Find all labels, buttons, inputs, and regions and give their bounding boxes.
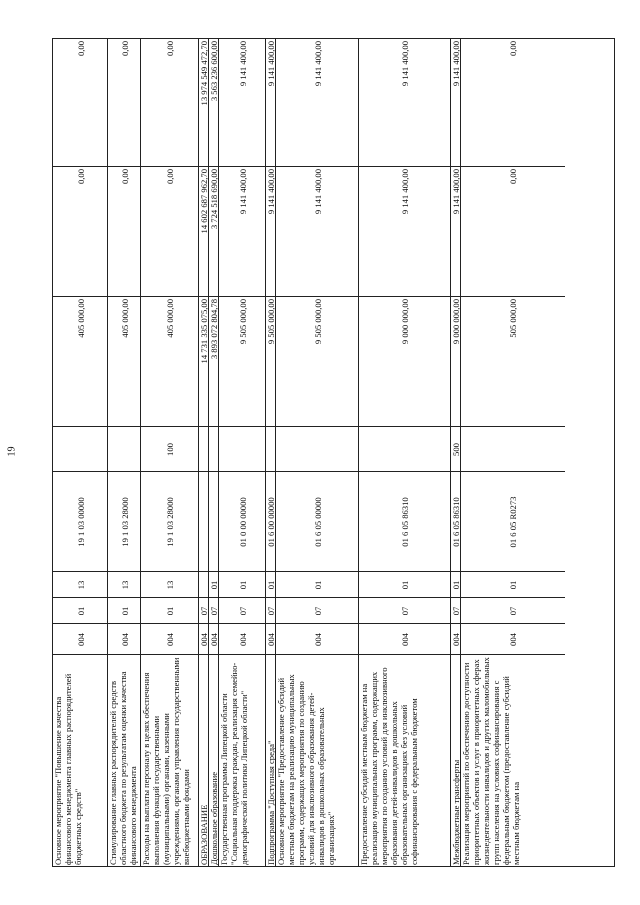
row-rz-cell xyxy=(461,597,565,623)
row-pr-cell xyxy=(451,571,460,597)
row-amount-2-cell xyxy=(276,166,358,296)
row-amount-1-cell xyxy=(359,296,450,426)
row-pr: 01 xyxy=(266,580,276,590)
row-csr-cell xyxy=(359,471,450,571)
row-amount-2-cell xyxy=(53,166,107,296)
row-amount-1: 9 505 000,00 xyxy=(266,299,276,345)
row-amount-3: 9 141 400,00 xyxy=(237,41,248,87)
row-name-cell xyxy=(359,654,450,866)
row-amount-3: 3 563 236 600,00 xyxy=(209,41,219,102)
row-name-cell xyxy=(53,654,107,866)
row-rz-cell xyxy=(451,597,460,623)
row-amount-2: 0,00 xyxy=(508,169,518,185)
row-rz-cell xyxy=(359,597,450,623)
row-amount-3: 0,00 xyxy=(508,41,518,57)
row-pr-cell xyxy=(266,571,275,597)
row-ved: 004 xyxy=(312,633,323,646)
row-csr: 01 6 05 R0273 xyxy=(508,496,518,548)
row-rz: 07 xyxy=(400,606,410,616)
row-ved: 004 xyxy=(209,633,219,646)
page-number: 19 xyxy=(6,446,18,456)
row-ved-cell xyxy=(209,623,218,654)
row-pr-cell xyxy=(53,571,107,597)
row-csr-cell xyxy=(209,471,218,571)
row-ved-cell xyxy=(219,623,265,654)
row-amount-2: 3 724 518 690,00 xyxy=(209,169,219,230)
row-amount-3: 9 141 400,00 xyxy=(266,41,276,87)
row-amount-1: 14 731 335 075,00 xyxy=(199,299,209,364)
table-row xyxy=(199,39,209,866)
row-vr-cell xyxy=(108,426,140,471)
row-name: Расходы на выплаты персоналу в целях обеспечения выполнения функций государственными (муниципальными) органами, казенными учреждениями, органами управления государственными внебюджетными фондами xyxy=(141,657,191,865)
table-row xyxy=(108,39,141,866)
row-vr: 100 xyxy=(165,443,175,456)
row-vr-cell xyxy=(266,426,275,471)
row-ved-cell xyxy=(461,623,565,654)
row-amount-2-cell xyxy=(199,166,208,296)
row-amount-2-cell xyxy=(266,166,275,296)
row-amount-3-cell xyxy=(359,39,450,166)
row-csr: 19 1 03 28000 xyxy=(119,497,130,547)
row-amount-1-cell xyxy=(209,296,218,426)
row-amount-2: 14 602 687 962,70 xyxy=(199,169,209,234)
row-amount-2: 9 141 400,00 xyxy=(312,169,323,215)
row-pr: 01 xyxy=(451,580,461,590)
row-vr-cell xyxy=(451,426,460,471)
row-amount-3-cell xyxy=(219,39,265,166)
row-csr xyxy=(200,474,208,570)
row-amount-3-cell xyxy=(451,39,460,166)
row-pr: 01 xyxy=(237,580,248,590)
row-vr-cell xyxy=(359,426,450,471)
row-amount-2: 0,00 xyxy=(75,169,86,185)
row-pr-cell xyxy=(199,571,208,597)
row-rz-cell xyxy=(209,597,218,623)
row-rz: 07 xyxy=(451,606,461,616)
row-amount-2: 9 141 400,00 xyxy=(237,169,248,215)
row-pr xyxy=(200,574,208,596)
row-amount-1: 9 000 000,00 xyxy=(400,299,410,345)
row-amount-2-cell xyxy=(209,166,218,296)
row-name: Стимулирование главных распорядителей средств областного бюджета по результатам оценки качества финансового менеджмента xyxy=(108,671,138,865)
row-pr-cell xyxy=(219,571,265,597)
row-pr-cell xyxy=(141,571,198,597)
row-rz: 07 xyxy=(199,606,209,616)
row-pr: 13 xyxy=(119,580,130,590)
row-rz: 01 xyxy=(165,606,175,616)
row-ved: 004 xyxy=(237,633,248,646)
row-amount-2: 0,00 xyxy=(119,169,130,185)
row-ved: 004 xyxy=(165,633,175,646)
row-pr: 13 xyxy=(165,580,175,590)
row-csr-cell xyxy=(451,471,460,571)
row-csr-cell xyxy=(141,471,198,571)
row-vr-cell xyxy=(209,426,218,471)
row-csr-cell xyxy=(461,471,565,571)
row-vr xyxy=(277,429,358,470)
row-ved-cell xyxy=(53,623,107,654)
row-amount-1-cell xyxy=(53,296,107,426)
row-vr xyxy=(267,429,275,470)
row-amount-2-cell xyxy=(451,166,460,296)
row-amount-3: 0,00 xyxy=(165,41,175,57)
row-csr-cell xyxy=(276,471,358,571)
row-amount-3-cell xyxy=(209,39,218,166)
row-amount-1-cell xyxy=(219,296,265,426)
row-csr-cell xyxy=(199,471,208,571)
row-csr: 01 6 00 00000 xyxy=(266,497,276,547)
row-amount-3-cell xyxy=(276,39,358,166)
row-pr-cell xyxy=(461,571,565,597)
row-name: Межбюджетные трансферты xyxy=(451,759,461,865)
row-vr xyxy=(210,429,218,470)
row-name-cell xyxy=(108,654,140,866)
row-rz-cell xyxy=(219,597,265,623)
row-ved: 004 xyxy=(400,633,410,646)
row-ved: 004 xyxy=(75,633,86,646)
budget-table xyxy=(52,38,615,867)
row-rz: 01 xyxy=(75,606,86,616)
row-name: Предоставление субсидий местным бюджетам на реализацию муниципальных программ, содержащих мероприятия по созданию условий для инклюзивного образования детей-инвалидов в дошкольных образовательных организациях без условий софинансирования с федеральным бюджетом xyxy=(359,667,419,865)
row-amount-3-cell xyxy=(266,39,275,166)
row-rz: 07 xyxy=(266,606,276,616)
row-vr xyxy=(360,429,450,470)
row-ved: 004 xyxy=(508,633,518,646)
row-ved-cell xyxy=(141,623,198,654)
table-row xyxy=(141,39,199,866)
row-csr: 01 0 00 00000 xyxy=(237,497,248,547)
row-vr-cell xyxy=(276,426,358,471)
row-amount-2: 9 141 400,00 xyxy=(266,169,276,215)
row-amount-3: 9 141 400,00 xyxy=(451,41,461,87)
row-amount-2-cell xyxy=(141,166,198,296)
row-vr-cell xyxy=(219,426,265,471)
row-ved: 004 xyxy=(451,633,461,646)
row-name: Подпрограмма "Доступная среда" xyxy=(266,740,276,865)
table-row xyxy=(359,39,451,866)
row-amount-3: 9 141 400,00 xyxy=(312,41,323,87)
row-csr: 19 1 03 00000 xyxy=(75,497,86,547)
row-amount-1: 405 000,00 xyxy=(119,299,130,338)
row-name-cell xyxy=(219,654,265,866)
row-pr: 01 xyxy=(209,580,219,590)
row-rz-cell xyxy=(108,597,140,623)
row-csr: 01 6 05 86310 xyxy=(451,497,461,547)
row-ved-cell xyxy=(451,623,460,654)
row-amount-2: 9 141 400,00 xyxy=(451,169,461,215)
row-csr-cell xyxy=(108,471,140,571)
row-vr xyxy=(109,429,140,470)
row-ved-cell xyxy=(266,623,275,654)
row-amount-2: 9 141 400,00 xyxy=(400,169,410,215)
row-amount-2-cell xyxy=(219,166,265,296)
row-pr-cell xyxy=(276,571,358,597)
row-amount-1: 505 000,00 xyxy=(508,299,518,338)
row-rz: 07 xyxy=(312,606,323,616)
table-row xyxy=(461,39,565,866)
row-amount-1: 405 000,00 xyxy=(165,299,175,338)
row-name: Дошкольное образование xyxy=(209,771,219,865)
row-ved: 004 xyxy=(199,633,209,646)
row-csr-cell xyxy=(53,471,107,571)
row-amount-3: 0,00 xyxy=(119,41,130,57)
row-vr-cell xyxy=(141,426,198,471)
row-pr: 01 xyxy=(508,580,518,590)
row-amount-2-cell xyxy=(108,166,140,296)
row-ved: 004 xyxy=(119,633,130,646)
row-csr xyxy=(210,474,218,570)
row-rz-cell xyxy=(53,597,107,623)
row-vr xyxy=(462,429,564,470)
row-amount-2-cell xyxy=(461,166,565,296)
row-amount-1-cell xyxy=(108,296,140,426)
row-amount-2-cell xyxy=(359,166,450,296)
row-rz: 07 xyxy=(508,606,518,616)
row-amount-1-cell xyxy=(199,296,208,426)
row-amount-1: 9 505 000,00 xyxy=(312,299,323,345)
row-rz-cell xyxy=(266,597,275,623)
row-csr-cell xyxy=(219,471,265,571)
table-row xyxy=(209,39,219,866)
row-rz: 07 xyxy=(237,606,248,616)
row-rz-cell xyxy=(276,597,358,623)
row-amount-1-cell xyxy=(461,296,565,426)
row-csr-cell xyxy=(266,471,275,571)
row-pr-cell xyxy=(209,571,218,597)
table-row xyxy=(266,39,276,866)
row-rz-cell xyxy=(141,597,198,623)
row-ved: 004 xyxy=(266,633,276,646)
row-amount-1: 405 000,00 xyxy=(75,299,86,338)
row-name: Реализация мероприятий по обеспечению доступности приоритетных объектов и услуг в приоритетных сферах жизнедеятельности инвалидов и других маломобильных групп населения на условиях софинансирования с федеральным бюджетом (предоставление субсидий местным бюджетам на xyxy=(461,657,521,865)
row-name-cell xyxy=(266,654,275,866)
row-amount-1: 3 893 072 804,78 xyxy=(209,299,219,360)
row-amount-1: 9 505 000,00 xyxy=(237,299,248,345)
row-pr-cell xyxy=(359,571,450,597)
row-vr xyxy=(220,429,265,470)
row-ved-cell xyxy=(108,623,140,654)
row-amount-3: 13 974 549 472,70 xyxy=(199,41,209,106)
row-csr: 19 1 03 28000 xyxy=(165,497,175,547)
row-amount-3: 9 141 400,00 xyxy=(400,41,410,87)
row-rz: 01 xyxy=(119,606,130,616)
row-name-cell xyxy=(209,654,218,866)
row-rz: 07 xyxy=(209,606,219,616)
row-name: Основное мероприятие "Предоставление субсидий местным бюджетам на реализацию муниципальных программ, содержащих мероприятия по созданию условий для инклюзивного образования детей-инвалидов в дошкольных образовательных организациях" xyxy=(276,674,336,865)
table-row xyxy=(53,39,108,866)
row-vr: 500 xyxy=(451,443,461,456)
row-name-cell xyxy=(451,654,460,866)
row-csr: 01 6 05 00000 xyxy=(312,497,323,547)
row-name-cell xyxy=(141,654,198,866)
table-row xyxy=(219,39,266,866)
row-vr xyxy=(54,429,107,470)
row-amount-1-cell xyxy=(141,296,198,426)
row-amount-1-cell xyxy=(451,296,460,426)
row-vr-cell xyxy=(461,426,565,471)
row-amount-3-cell xyxy=(461,39,565,166)
row-name-cell xyxy=(461,654,565,866)
row-name-cell xyxy=(199,654,208,866)
row-amount-1-cell xyxy=(276,296,358,426)
row-rz-cell xyxy=(199,597,208,623)
row-vr-cell xyxy=(199,426,208,471)
row-pr: 01 xyxy=(312,580,323,590)
row-vr xyxy=(200,429,208,470)
row-ved-cell xyxy=(199,623,208,654)
row-amount-3-cell xyxy=(141,39,198,166)
row-amount-3: 0,00 xyxy=(75,41,86,57)
row-ved-cell xyxy=(359,623,450,654)
row-amount-3-cell xyxy=(199,39,208,166)
row-name: Государственная программа Липецкой области "Социальная поддержка граждан, реализация семейно-демографической политики Липецкой области" xyxy=(219,662,249,865)
table-row xyxy=(276,39,359,866)
row-name: ОБРАЗОВАНИЕ xyxy=(199,804,209,865)
row-name: Основное мероприятие "Повышение качества финансового менеджмента главных распорядителей бюджетных средств" xyxy=(53,673,83,865)
row-vr-cell xyxy=(53,426,107,471)
row-amount-2: 0,00 xyxy=(165,169,175,185)
row-pr: 13 xyxy=(75,580,86,590)
row-amount-3-cell xyxy=(53,39,107,166)
row-name-cell xyxy=(276,654,358,866)
row-amount-3-cell xyxy=(108,39,140,166)
row-pr: 01 xyxy=(400,580,410,590)
row-csr: 01 6 05 86310 xyxy=(400,497,410,547)
row-amount-1: 9 000 000,00 xyxy=(451,299,461,345)
row-amount-1-cell xyxy=(266,296,275,426)
row-pr-cell xyxy=(108,571,140,597)
row-ved-cell xyxy=(276,623,358,654)
table-row xyxy=(451,39,461,866)
